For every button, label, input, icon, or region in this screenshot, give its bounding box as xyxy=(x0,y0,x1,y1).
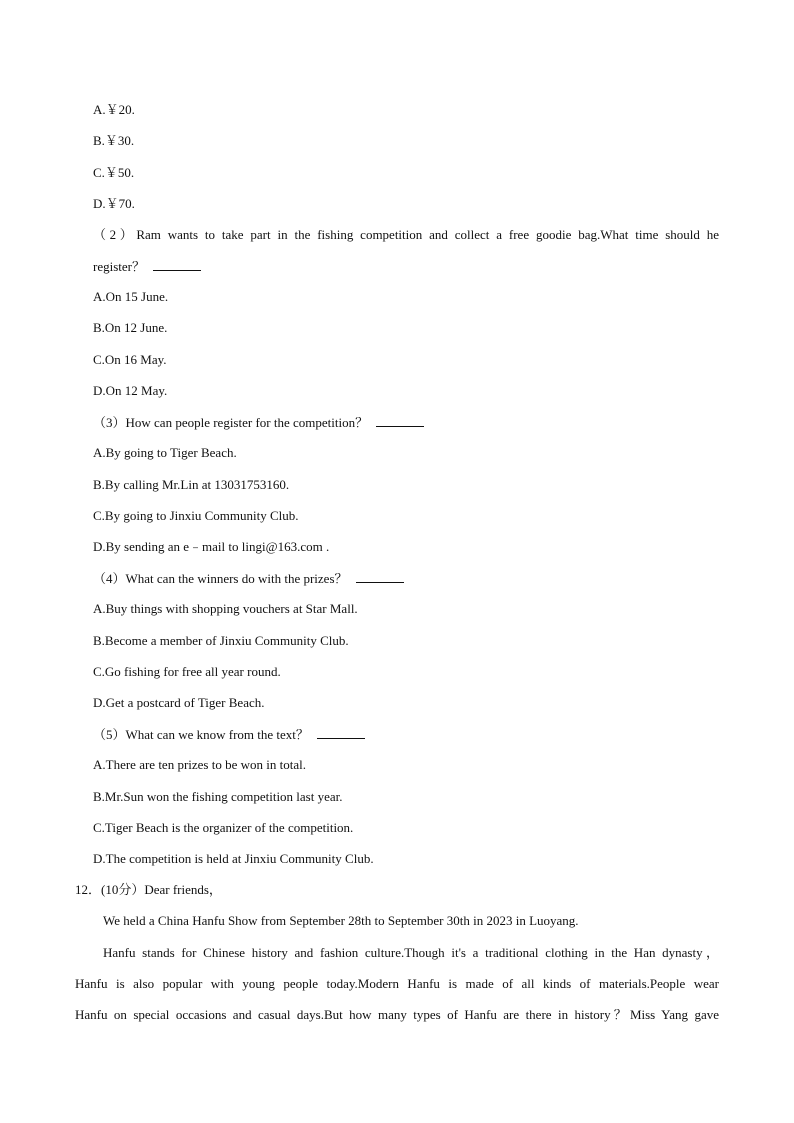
q5-stem xyxy=(93,726,365,743)
q2-stem-line2 xyxy=(93,258,201,275)
q5-stem-text: （5）What can we know from the text？ xyxy=(93,727,309,742)
q3-option-a: A.By going to Tiger Beach. xyxy=(93,445,237,460)
q2-option-b: B.On 12 June. xyxy=(93,320,168,335)
q5-option-d: D.The competition is held at Jinxiu Community Club. xyxy=(93,851,374,866)
q5-option-b: B.Mr.Sun won the fishing competition last year. xyxy=(93,789,343,804)
q3-option-c: C.By going to Jinxiu Community Club. xyxy=(93,508,299,523)
q3-option-d: D.By sending an e﹣mail to lingi@163.com . xyxy=(93,539,330,554)
answer-blank xyxy=(317,726,365,739)
q4-option-b: B.Become a member of Jinxiu Community Club. xyxy=(93,633,349,648)
q1-option-a: A.￥20. xyxy=(93,102,135,117)
q3-stem xyxy=(93,414,424,431)
q5-option-c: C.Tiger Beach is the organizer of the competition. xyxy=(93,820,354,835)
q2-option-d: D.On 12 May. xyxy=(93,383,168,398)
q4-option-a: A.Buy things with shopping vouchers at Star Mall. xyxy=(93,601,358,616)
answer-blank xyxy=(153,258,201,271)
q1-option-d: D.￥70. xyxy=(93,196,135,211)
q12-paragraph-2-line-2: Hanfu is also popular with young people today.Modern Hanfu is made of all kinds of materials.People wear xyxy=(75,976,719,991)
answer-blank xyxy=(376,414,424,427)
q1-option-b: B.￥30. xyxy=(93,133,135,148)
q12-paragraph-2-line-3: Hanfu on special occasions and casual days.But how many types of Hanfu are there in history？Miss Yang gave xyxy=(75,1007,719,1022)
answer-blank xyxy=(356,570,404,583)
q4-stem xyxy=(93,570,404,587)
q2-stem-line1: （2）Ram wants to take part in the fishing competition and collect a free goodie bag.What time should he xyxy=(93,227,719,242)
q3-stem-text: （3）How can people register for the competition？ xyxy=(93,415,369,430)
q2-option-a: A.On 15 June. xyxy=(93,289,169,304)
q12-header: 12．(10分）Dear friends， xyxy=(75,882,222,897)
q4-option-d: D.Get a postcard of Tiger Beach. xyxy=(93,695,265,710)
q4-stem-text: （4）What can the winners do with the prizes？ xyxy=(93,571,348,586)
q2-option-c: C.On 16 May. xyxy=(93,352,167,367)
q3-option-b: B.By calling Mr.Lin at 13031753160. xyxy=(93,477,290,492)
q5-option-a: A.There are ten prizes to be won in total. xyxy=(93,757,306,772)
q1-option-c: C.￥50. xyxy=(93,165,135,180)
q12-paragraph-2-line-1: Hanfu stands for Chinese history and fashion culture.Though it's a traditional clothing in the Han dynasty， xyxy=(103,945,719,960)
q12-paragraph-1: We held a China Hanfu Show from September 28th to September 30th in 2023 in Luoyang. xyxy=(103,913,579,928)
q4-option-c: C.Go fishing for free all year round. xyxy=(93,664,281,679)
q2-stem-text: register？ xyxy=(93,259,145,274)
